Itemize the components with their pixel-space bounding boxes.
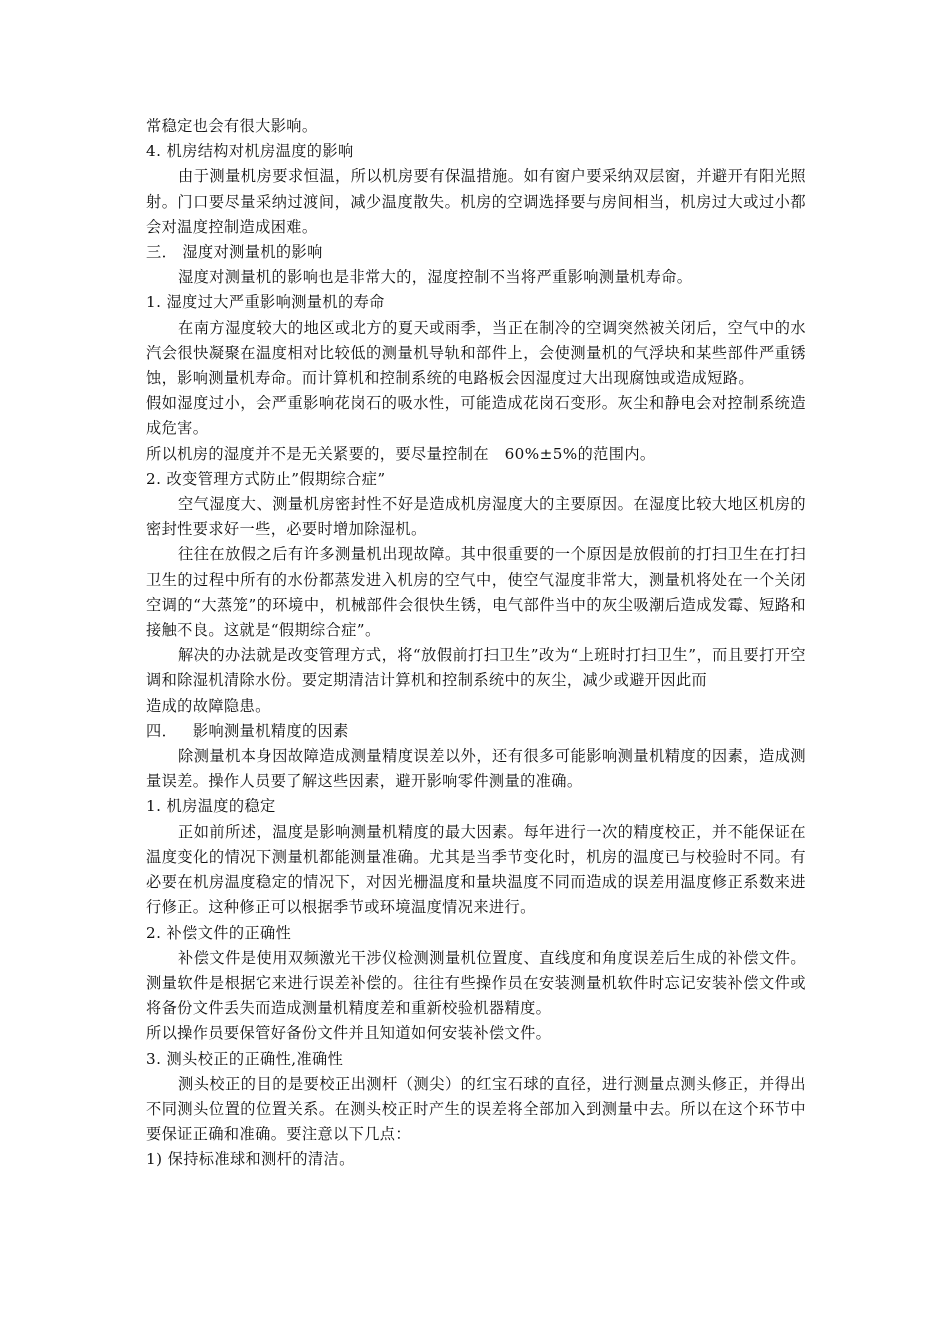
paragraph: 正如前所述，温度是影响测量机精度的最大因素。每年进行一次的精度校正，并不能保证在温度变化的情况下测量机都能测量准确。尤其是当季节变化时，机房的温度已与校验时不同。有必要在机房温度稳定的情况下，对因光栅温度和量块温度不同而造成的误差用温度修正系数来进行修正。这种修正可以根据季节或环境温度情况来进行。 xyxy=(146,822,806,917)
section-heading: 4. 机房结构对机房温度的影响 xyxy=(146,142,354,161)
paragraph: 空气湿度大、测量机房密封性不好是造成机房湿度大的主要原因。在湿度比较大地区机房的密封性要求好一些，必要时增加除湿机。 xyxy=(146,495,806,539)
paragraph: 所以机房的湿度并不是无关紧要的，要尽量控制在 60%±5%的范围内。 xyxy=(146,444,656,463)
chapter-heading: 四． 影响测量机精度的因素 xyxy=(146,721,349,740)
section-heading: 1. 机房温度的稳定 xyxy=(146,797,276,816)
paragraph: 造成的故障隐患。 xyxy=(146,696,271,715)
chapter-heading: 三． 湿度对测量机的影响 xyxy=(146,243,323,262)
paragraph: 往往在放假之后有许多测量机出现故障。其中很重要的一个原因是放假前的打扫卫生在打扫卫生的过程中所有的水份都蒸发进入机房的空气中，使空气湿度非常大，测量机将处在一个关闭空调的“大蒸笼”的环境中，机械部件会很快生锈，电气部件当中的灰尘吸潮后造成发霉、短路和接触不良。这就是“假期综合症”。 xyxy=(146,545,806,640)
paragraph: 由于测量机房要求恒温，所以机房要有保温措施。如有窗户要采纳双层窗，并避开有阳光照射。门口要尽量采纳过渡间，减少温度散失。机房的空调选择要与房间相当，机房过大或过小都会对温度控制造成困难。 xyxy=(146,167,806,236)
document-body xyxy=(146,114,806,1173)
paragraph: 假如湿度过小，会严重影响花岗石的吸水性，可能造成花岗石变形。灰尘和静电会对控制系统造成危害。 xyxy=(146,394,806,438)
paragraph: 解决的办法就是改变管理方式，将“放假前打扫卫生”改为“上班时打扫卫生”，而且要打开空调和除湿机清除水份。要定期清洁计算机和控制系统中的灰尘，减少或避开因此而 xyxy=(146,646,806,690)
section-heading: 3. 测头校正的正确性,准确性 xyxy=(146,1049,344,1068)
section-heading: 2. 补偿文件的正确性 xyxy=(146,923,292,942)
paragraph: 补偿文件是使用双频激光干涉仪检测测量机位置度、直线度和角度误差后生成的补偿文件。测量软件是根据它来进行误差补偿的。往往有些操作员在安装测量机软件时忘记安装补偿文件或将备份文件丢失而造成测量机精度差和重新校验机器精度。 xyxy=(146,948,806,1018)
paragraph: 除测量机本身因故障造成测量精度误差以外，还有很多可能影响测量机精度的因素，造成测量误差。操作人员要了解这些因素，避开影响零件测量的准确。 xyxy=(146,747,806,791)
list-item: 1) 保持标准球和测杆的清洁。 xyxy=(146,1150,355,1169)
paragraph: 常稳定也会有很大影响。 xyxy=(146,117,318,135)
paragraph: 测头校正的目的是要校正出测杆（测尖）的红宝石球的直径，进行测量点测头修正，并得出不同测头位置的位置关系。在测头校正时产生的误差将全部加入到测量中去。所以在这个环节中要保证正确和准确。要注意以下几点： xyxy=(146,1074,806,1144)
paragraph: 湿度对测量机的影响也是非常大的，湿度控制不当将严重影响测量机寿命。 xyxy=(178,268,693,287)
section-heading: 1. 湿度过大严重影响测量机的寿命 xyxy=(146,293,385,312)
paragraph: 所以操作员要保管好备份文件并且知道如何安装补偿文件。 xyxy=(146,1024,552,1043)
section-heading: 2. 改变管理方式防止”假期综合症” xyxy=(146,469,386,488)
paragraph: 在南方湿度较大的地区或北方的夏天或雨季，当正在制冷的空调突然被关闭后，空气中的水汽会很快凝聚在温度相对比较低的测量机导轨和部件上，会使测量机的气浮块和某些部件严重锈蚀，影响测量机寿命。而计算机和控制系统的电路板会因湿度过大出现腐蚀或造成短路。 xyxy=(146,318,806,388)
